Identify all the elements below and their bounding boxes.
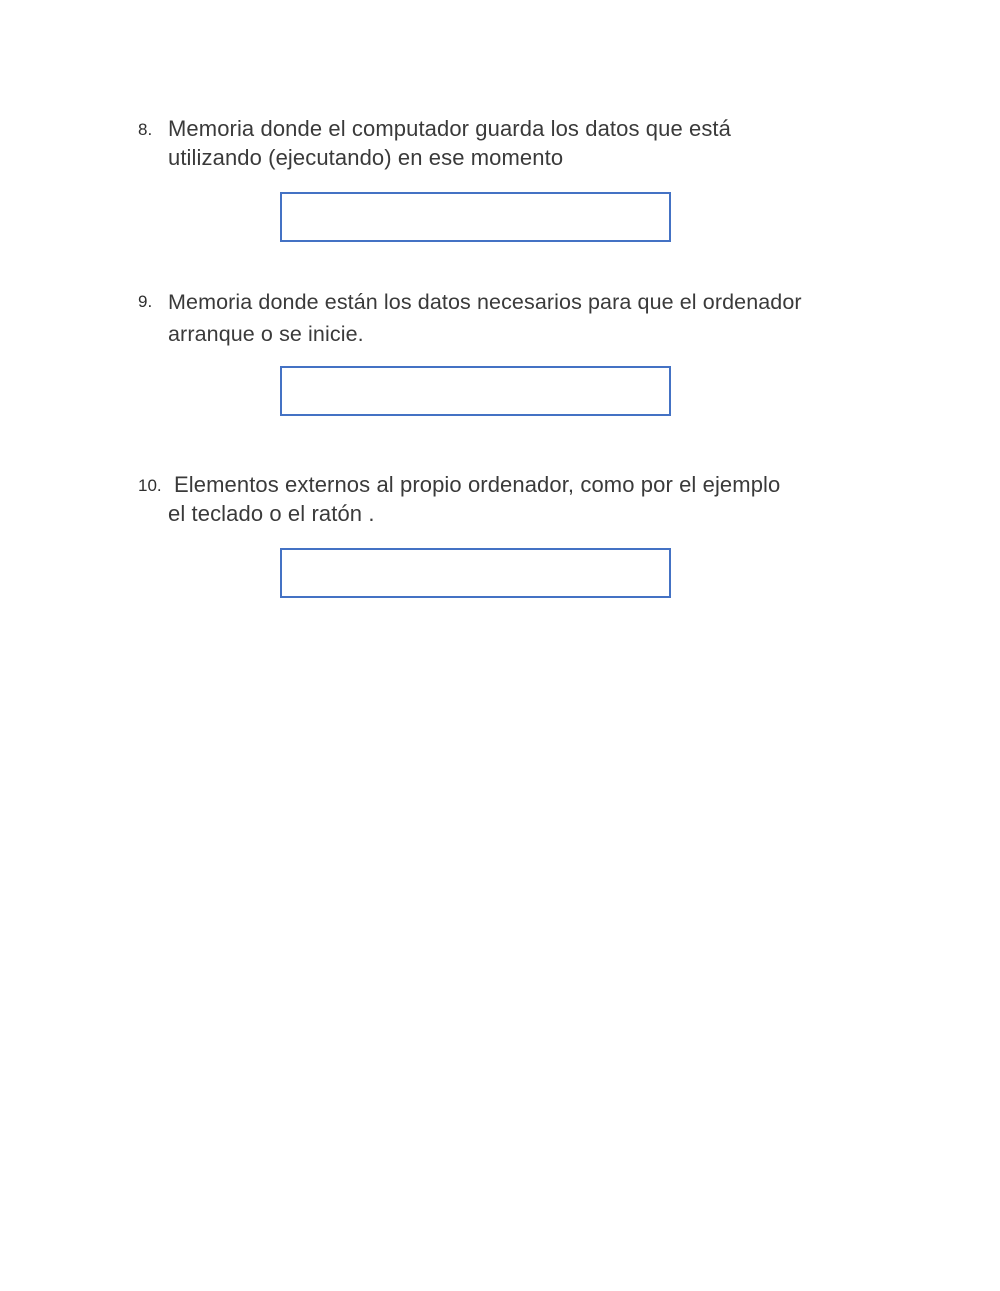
answer-input-10[interactable] [280,548,671,598]
question-text [168,286,802,350]
question-number: 8. [138,120,153,139]
question-9 [138,286,858,350]
question-text-line: el teclado o el ratón . [168,501,375,526]
answer-input-9[interactable] [280,366,671,416]
question-number: 9. [138,292,153,311]
question-text [168,470,781,528]
question-8 [138,114,858,172]
question-text [168,114,731,172]
question-text-line: Elementos externos al propio ordenador, como por el ejemplo [174,472,781,497]
question-text-line: Memoria donde el computador guarda los datos que está [168,116,731,141]
answer-input-8[interactable] [280,192,671,242]
question-number: 10. [138,476,162,495]
question-text-line: Memoria donde están los datos necesarios para que el ordenador [168,290,802,314]
question-text-line: arranque o se inicie. [168,322,364,346]
question-text-line: utilizando (ejecutando) en ese momento [168,145,564,170]
question-10 [138,470,858,528]
